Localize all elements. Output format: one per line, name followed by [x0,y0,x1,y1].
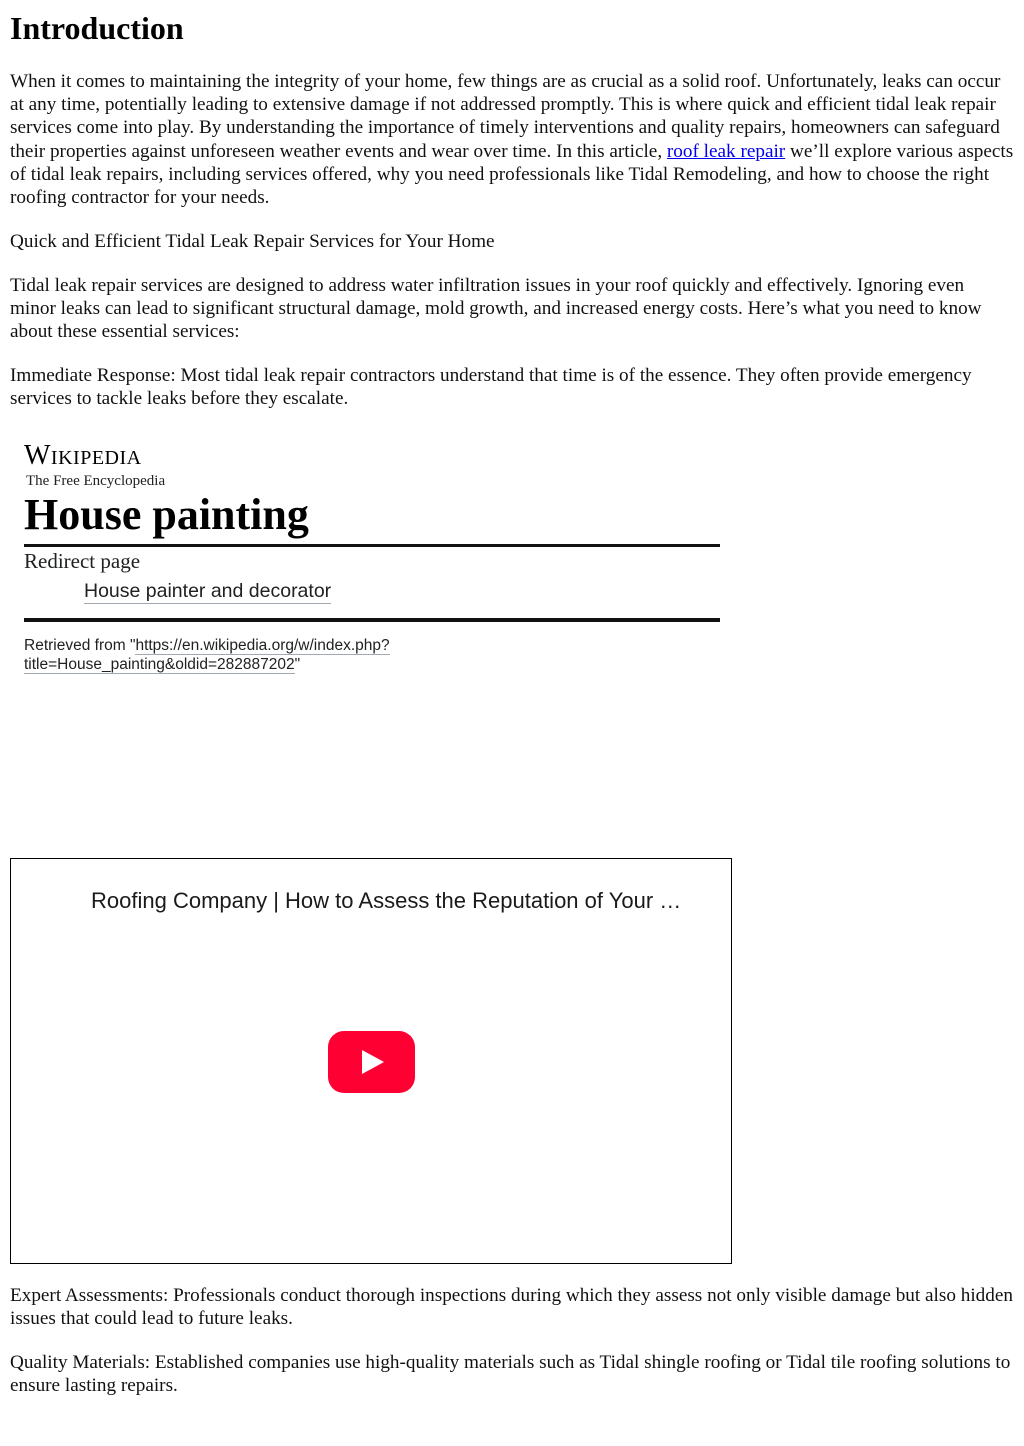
article-heading: Introduction [10,10,184,46]
video-embed[interactable] [10,858,732,1264]
intro-text-before-link: When it comes to maintaining the integrity of your home, few things are as crucial as a solid roof. Unfortunately, leaks can occur at any time, potentially leading to extensive damage if not addressed promptly. This is where quick and efficient tidal leak repair services come into play. By understanding the importance of timely interventions and quality repairs, homeowners can safeguard their properties against unforeseen weather events and wear over time. In this article, [10,71,1001,162]
video-title[interactable]: Roofing Company | How to Assess the Reputation of Your … [91,888,682,913]
roof-leak-repair-link[interactable]: roof leak repair [666,140,786,162]
wikipedia-tagline: The Free Encyclopedia [26,473,166,489]
quality-materials-paragraph: Quality Materials: Established companies use high-quality materials such as Tidal shingle roofing or Tidal tile roofing solutions to ensure lasting repairs. [10,1352,1011,1397]
content-divider [24,618,720,622]
redirect-page-label: Redirect page [24,549,141,573]
subheading-paragraph: Quick and Efficient Tidal Leak Repair Services for Your Home [10,231,495,252]
redirect-target-link[interactable]: House painter and decorator [84,580,332,602]
wikipedia-wordmark: Wikipedia [24,440,142,471]
expert-assessments-paragraph: Expert Assessments: Professionals conduct thorough inspections during which they assess not only visible damage but also hidden issues that could lead to future leaks. [10,1285,1013,1330]
intro-text-after-link: we’ll explore various aspects of tidal leak repairs, including services offered, why you need professionals like Tidal Remodeling, and how to choose the right roofing contractor for your needs. [10,140,1014,209]
retrieved-suffix: " [294,656,301,673]
youtube-play-icon[interactable] [328,1031,415,1093]
title-divider [24,544,720,547]
wiki-page-title: House painting [24,490,309,539]
immediate-response-paragraph: Immediate Response: Most tidal leak repair contractors understand that time is of the essence. They often provide emergency services to tackle leaks before they escalate. [10,365,972,410]
intro-paragraph [10,70,1014,209]
services-intro-paragraph: Tidal leak repair services are designed to address water infiltration issues in your roof quickly and effectively. Ignoring even minor leaks can lead to significant structural damage, mold growth, and increased energy costs. Here’s what you need to know about these essential services: [10,275,982,343]
retrieved-url-link[interactable]: https://en.wikipedia.org/w/index.php? title=House_painting&oldid=282887202 [24,637,390,673]
play-triangle-icon [362,1050,384,1074]
wikipedia-embed [24,440,720,680]
retrieved-prefix: Retrieved from " [24,637,136,654]
retrieved-from-text [24,636,494,674]
